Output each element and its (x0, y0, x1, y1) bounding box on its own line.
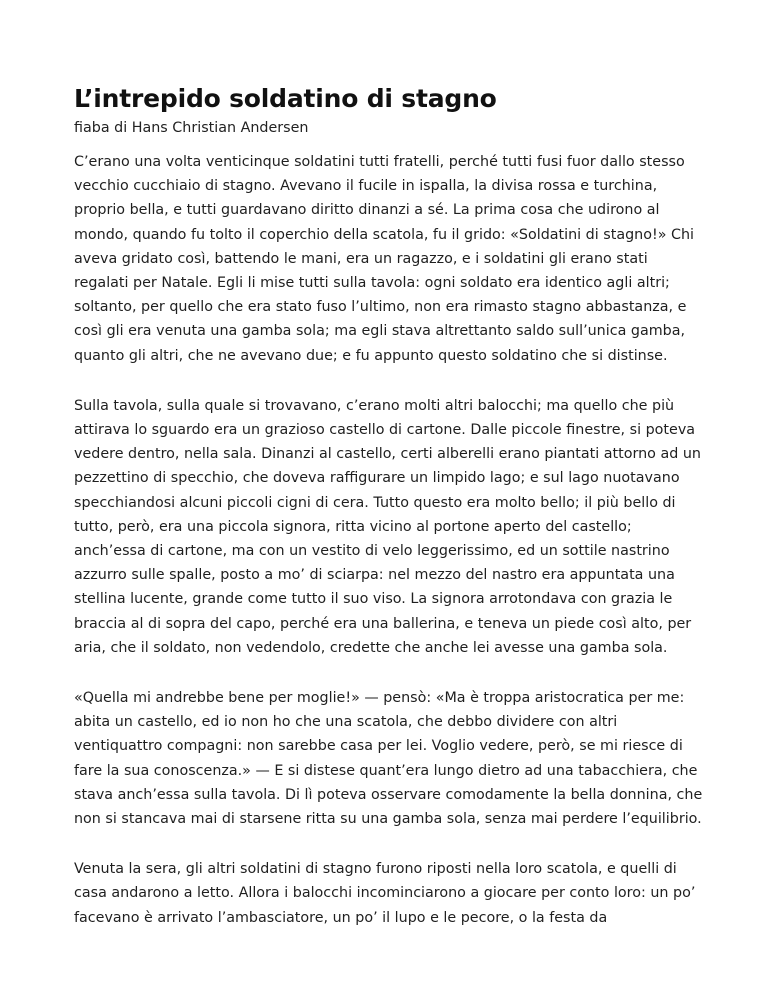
paragraph-2: Sulla tavola, sulla quale si trovavano, c’erano molti altri balocchi; ma quello che più attirava lo sguardo era un grazioso castello di cartone. Dalle piccole finestre, si poteva vedere dentro, nella sala. Dinanzi al castello, certi alberelli erano piantati attorno ad un pezzettino di specchio, che doveva raffigurare un limpido lago; e sul lago nuotavano specchiandosi alcuni piccoli cigni di cera. Tutto questo era molto bello; il più bello di tutto, però, era una piccola signora, ritta vicino al portone aperto del castello; anch’essa di cartone, ma con un vestito di velo leggerissimo, ed un sottile nastrino azzurro sulle spalle, posto a mo’ di sciarpa: nel mezzo del nastro era appuntata una stellina lucente, grande come tutto il suo viso. La signora arrotondava con grazia le braccia al di sopra del capo, perché era una ballerina, e teneva un piede così alto, per aria, che il soldato, non vedendolo, credette che anche lei avesse una gamba sola. (74, 397, 701, 656)
story-body (74, 150, 704, 956)
paragraph-4: Venuta la sera, gli altri soldatini di stagno furono riposti nella loro scatola, e quelli di casa andarono a letto. Allora i balocchi incominciarono a giocare per conto loro: un po’ facevano è arrivato l’ambasciatore, un po’ il lupo e le pecore, o la festa da (74, 861, 696, 926)
paragraph-1: C’erano una volta venticinque soldatini tutti fratelli, perché tutti fusi fuor dallo stesso vecchio cucchiaio di stagno. Avevano il fucile in ispalla, la divisa rossa e turchina, proprio bella, e tutti guardavano diritto dinanzi a sé. La prima cosa che udirono al mondo, quando fu tolto il coperchio della scatola, fu il grido: «Soldatini di stagno!» Chi aveva gridato così, battendo le mani, era un ragazzo, e i soldatini gli erano stati regalati per Natale. Egli li mise tutti sulla tavola: ogni soldato era identico agli altri; soltanto, per quello che era stato fuso l’ultimo, non era rimasto stagno abbastanza, e così gli era venuta una gamba sola; ma egli stava altrettanto saldo sull’unica gamba, quanto gli altri, che ne avevano due; e fu appunto questo soldatino che si distinse. (74, 154, 695, 364)
paragraph-3: «Quella mi andrebbe bene per moglie!» — pensò: «Ma è troppa aristocratica per me: abita un castello, ed io non ho che una scatola, che debbo dividere con altri ventiquattro compagni: non sarebbe casa per lei. Voglio vedere, però, se mi riesce di fare la sua conoscenza.» — E si distese quant’era lungo dietro ad una tabacchiera, che stava anch’essa sulla tavola. Di lì poteva osservare comodamente la bella donnina, che non si stancava mai di starsene ritta su una gamba sola, senza mai perdere l’equilibrio. (74, 690, 703, 828)
page-title: L’intrepido soldatino di stagno (74, 84, 497, 113)
page-subtitle: fiaba di Hans Christian Andersen (74, 120, 309, 136)
